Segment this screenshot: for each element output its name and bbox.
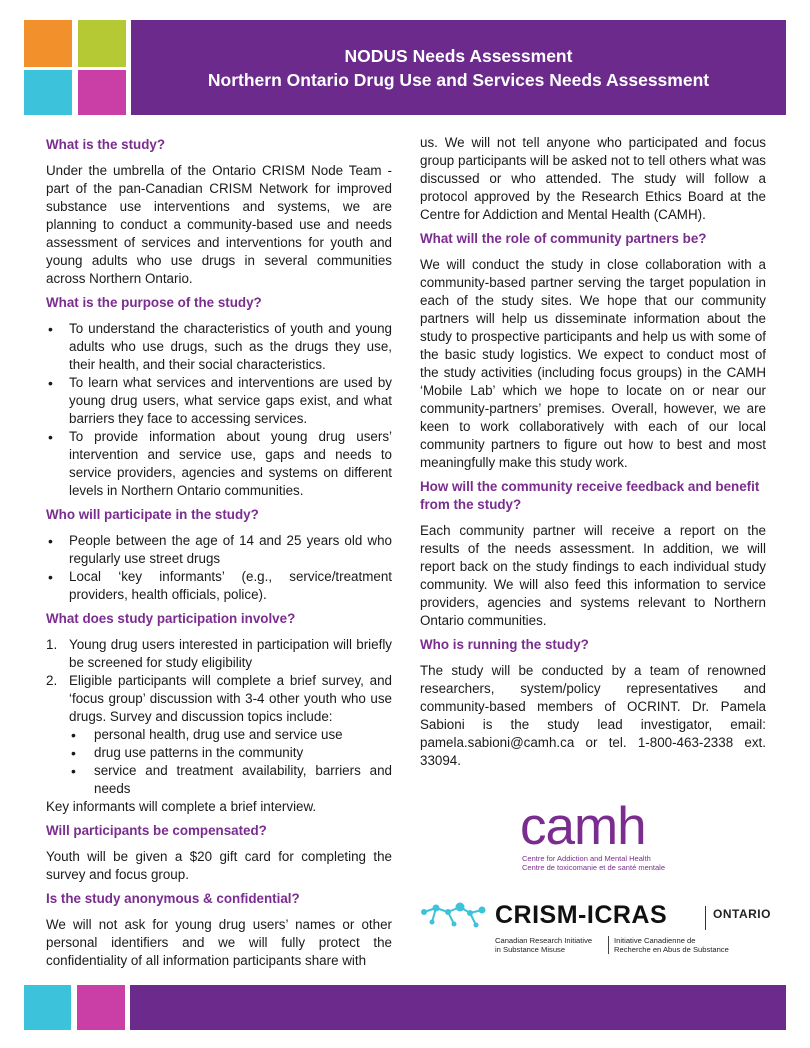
crism-tagline-fr	[608, 936, 729, 954]
list-item	[46, 636, 392, 672]
step-number: 2.	[46, 673, 58, 688]
paragraph-what-is-study: Under the umbrella of the Ontario CRISM Node Team - part of the pan-Canadian CRISM Network for improved substance use interventions and systems, we are planning to conduct a community-based use and needs assessment of services and interventions for youth and young adults who use drugs in several communities across Northern Ontario.	[46, 163, 392, 286]
list-item	[46, 672, 392, 798]
crism-fr-line1: Initiative Canadienne de	[614, 936, 696, 945]
heading-purpose: What is the purpose of the study?	[46, 295, 262, 310]
list-item: • drug use patterns in the community	[69, 744, 392, 762]
header-square-lime	[78, 20, 126, 67]
heading-community-partners: What will the role of community partners be?	[420, 231, 707, 246]
heading-who-participates: Who will participate in the study?	[46, 507, 259, 522]
step-number: 1.	[46, 637, 58, 652]
heading-compensation: Will participants be compensated?	[46, 823, 267, 838]
participation-steps	[46, 636, 392, 798]
list-item: • To provide information about young drug users’ intervention and service use, gaps and needs to service providers, agencies and systems on different levels in Northern Ontario communities.	[46, 428, 392, 500]
camh-wordmark: camh	[520, 797, 646, 856]
header-square-pink	[78, 70, 126, 115]
list-item: • personal health, drug use and service use	[69, 726, 392, 744]
crism-region: ONTARIO	[713, 907, 771, 921]
paragraph-feedback: Each community partner will receive a report on the results of the needs assessment. In addition, we will report back on the study findings to each individual study community. We will also feed this information to service providers, agencies and systems relevant to Northern Ontario communities.	[420, 523, 766, 628]
step-text: Eligible participants will complete a brief survey, and ‘focus group’ discussion with 3-4 other youth who use drugs. Survey and discussion topics include:	[69, 673, 392, 724]
paragraph-key-informants: Key informants will complete a brief interview.	[46, 799, 317, 814]
step-text: Young drug users interested in participation will briefly be screened for study eligibility	[69, 637, 392, 670]
page-subtitle: Northern Ontario Drug Use and Services Needs Assessment	[207, 69, 710, 90]
left-column	[46, 134, 392, 970]
purpose-list	[46, 320, 392, 500]
camh-tagline-fr: Centre de toxicomanie et de santé mentale	[522, 863, 666, 872]
footer-banner	[130, 985, 786, 1030]
header-banner	[131, 20, 786, 115]
heading-confidentiality: Is the study anonymous & confidential?	[46, 891, 300, 906]
list-item: • To understand the characteristics of youth and young adults who use drugs, such as the drugs they use, their health, and their social characteristics.	[46, 320, 392, 374]
crism-fr-line2: Recherche en Abus de Substance	[614, 945, 729, 954]
header-square-cyan	[24, 70, 72, 115]
paragraph-confidentiality: We will not ask for young drug users’ names or other personal identifiers and we will fully protect the confidentiality of all information participants share with	[46, 917, 392, 968]
list-item: • Local ‘key informants’ (e.g., service/treatment providers, health officials, police).	[46, 568, 392, 604]
heading-participation: What does study participation involve?	[46, 611, 296, 626]
topics-list	[69, 726, 392, 798]
paragraph-confidentiality-cont: us. We will not tell anyone who participated and focus group participants will be asked not to tell others what was discussed or who attended. The study will follow a protocol approved by the Research Ethics Board at the Centre for Addiction and Mental Health (CAMH).	[420, 135, 766, 222]
crism-icras-logo	[418, 898, 788, 962]
crism-tagline-en	[495, 936, 592, 954]
camh-logo	[520, 797, 680, 874]
paragraph-community-partners: We will conduct the study in close collaboration with a community-based partner serving the target population in each of the study sites. We hope that our community partners will help us disseminate information about the study to prospective participants and help us with some of the basic study logistics. We expect to conduct most of the study activities (including focus groups) in the CAMH ‘Mobile Lab’ which we hope to locate on or near our community-partners’ premises. Overall, however, we are keen to work collaboratively with each of our local community partners to figure out how to best and most meaningfully make this study work.	[420, 257, 766, 470]
right-column	[420, 134, 766, 770]
footer-square-pink	[77, 985, 125, 1030]
heading-feedback: How will the community receive feedback and benefit from the study?	[420, 479, 760, 512]
footer-square-cyan	[24, 985, 71, 1030]
list-item: • service and treatment availability, barriers and needs	[69, 762, 392, 798]
camh-tagline-en: Centre for Addiction and Mental Health	[522, 854, 651, 863]
page-title: NODUS Needs Assessment	[344, 45, 573, 66]
list-item: • People between the age of 14 and 25 years old who regularly use street drugs	[46, 532, 392, 568]
divider	[705, 906, 706, 930]
crism-en-line1: Canadian Research Initiative	[495, 936, 593, 945]
participants-list	[46, 532, 392, 604]
list-item: • To learn what services and interventions are used by young drug users, what service gaps exist, and what barriers they face to accessing services.	[46, 374, 392, 428]
paragraph-running-study: The study will be conducted by a team of renowned researchers, system/policy representatives and community-based members of OCRINT. Dr. Pamela Sabioni is the study lead investigator, email: pamela.sabioni@camh.ca or tel. 1-800-463-2338 ext. 33094.	[420, 663, 766, 768]
crism-wordmark: CRISM-ICRAS	[495, 901, 668, 929]
header-square-orange	[24, 20, 72, 67]
crism-en-line2: in Substance Misuse	[495, 945, 566, 954]
paragraph-compensation: Youth will be given a $20 gift card for completing the survey and focus group.	[46, 849, 392, 882]
heading-running-study: Who is running the study?	[420, 637, 589, 652]
heading-what-is-study: What is the study?	[46, 137, 166, 152]
molecule-icon	[418, 898, 494, 932]
